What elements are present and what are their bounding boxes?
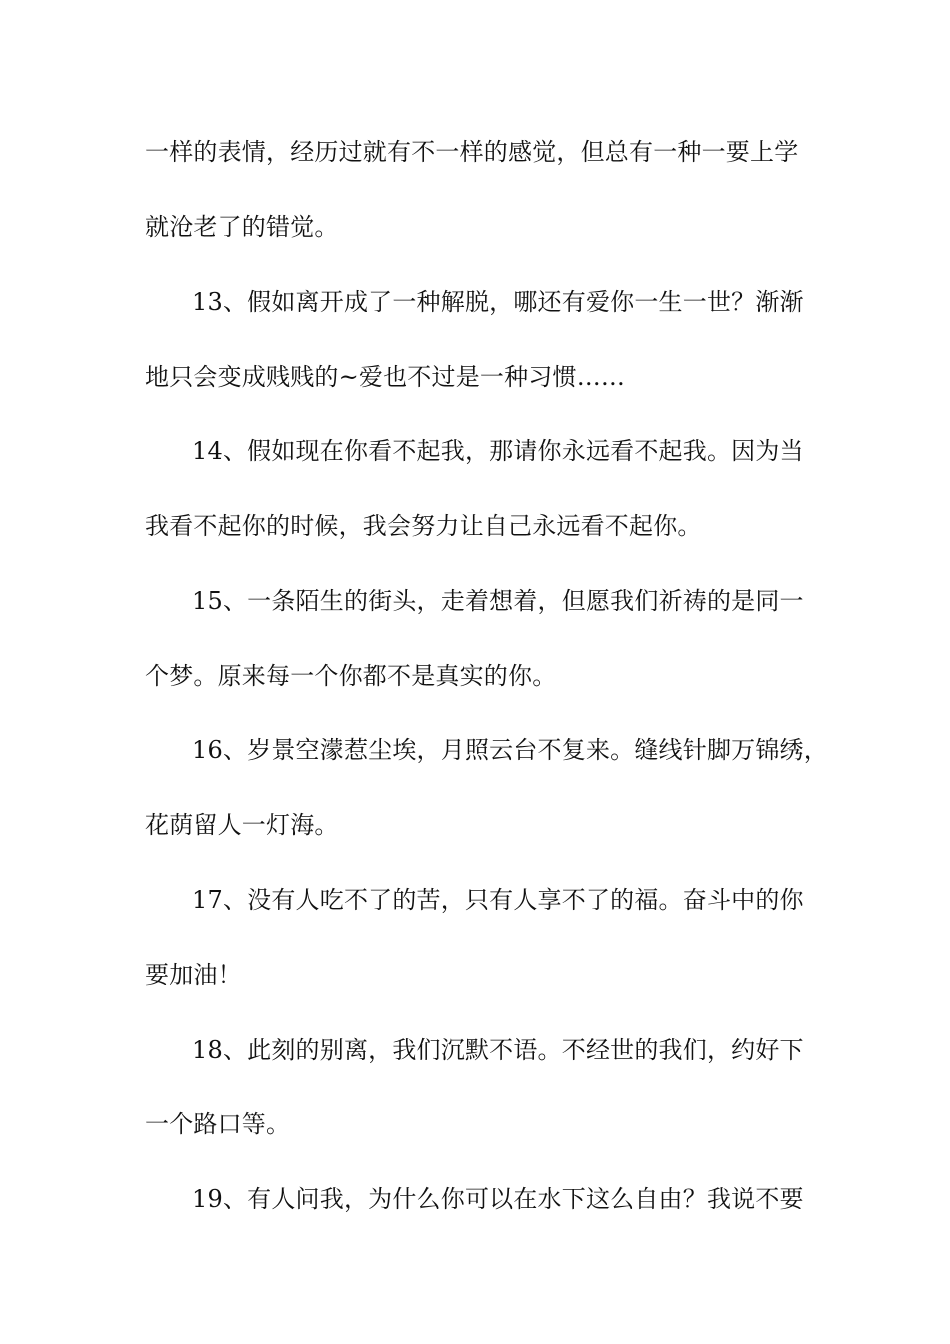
paragraph-18-start: 18、此刻的别离，我们沉默不语。不经世的我们，约好下 xyxy=(192,1036,804,1064)
paragraph-14-start: 14、假如现在你看不起我，那请你永远看不起我。因为当 xyxy=(192,437,804,465)
text-line: 就沧老了的错觉。 xyxy=(145,213,339,241)
text-line: 花荫留人一灯海。 xyxy=(145,811,339,839)
paragraph-15-start: 15、一条陌生的街头，走着想着，但愿我们祈祷的是同一 xyxy=(192,587,804,615)
text-line: 我看不起你的时候，我会努力让自己永远看不起你。 xyxy=(145,512,702,540)
paragraph-16-start: 16、岁景空濛惹尘埃，月照云台不复来。缝线针脚万锦绣， xyxy=(192,736,828,764)
text-line: 个梦。原来每一个你都不是真实的你。 xyxy=(145,662,557,690)
paragraph-13-start: 13、假如离开成了一种解脱，哪还有爱你一生一世？渐渐 xyxy=(192,288,804,316)
text-line: 要加油！ xyxy=(145,961,242,989)
text-line: 地只会变成贱贱的~爱也不过是一种习惯…… xyxy=(145,363,626,391)
text-line: 一样的表情，经历过就有不一样的感觉，但总有一种一要上学 xyxy=(145,138,799,166)
text-line: 一个路口等。 xyxy=(145,1110,291,1138)
paragraph-19-start: 19、有人问我，为什么你可以在水下这么自由？我说不要 xyxy=(192,1185,804,1213)
paragraph-17-start: 17、没有人吃不了的苦，只有人享不了的福。奋斗中的你 xyxy=(192,886,804,914)
